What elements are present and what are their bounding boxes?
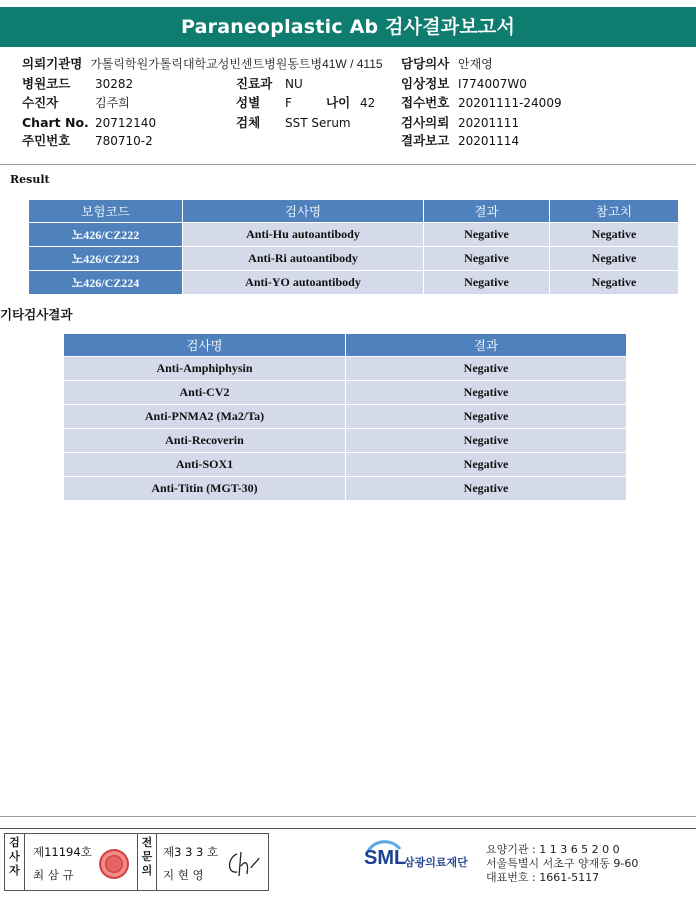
resident-no-value: 780710-2 bbox=[95, 134, 153, 148]
table-row bbox=[64, 453, 627, 477]
col-result: 결과 bbox=[346, 334, 627, 357]
result-value: Negative bbox=[346, 453, 627, 477]
other-results-label: 기타검사결과 bbox=[0, 307, 73, 322]
org-line: 요양기관 : 1 1 3 6 5 2 0 0 bbox=[486, 843, 620, 856]
footer-divider-top bbox=[0, 816, 696, 817]
inspector-title-char: 검 bbox=[9, 836, 20, 849]
reference-value: Negative bbox=[550, 271, 679, 295]
ward: 동트병41W / 4115 bbox=[287, 57, 383, 71]
table-row bbox=[29, 247, 679, 271]
table-row bbox=[29, 223, 679, 247]
result-value: Negative bbox=[346, 381, 627, 405]
request-date-value: 20201111 bbox=[458, 116, 520, 130]
clinical-info: 임상정보 bbox=[401, 76, 450, 91]
specimen-value: SST Serum bbox=[285, 116, 351, 130]
patient-name-value: 김주희 bbox=[95, 96, 130, 110]
header-divider bbox=[0, 164, 696, 165]
col-reference: 참고치 bbox=[550, 200, 679, 223]
other-results-table bbox=[63, 333, 627, 501]
inspector-title-char: 사 bbox=[9, 850, 20, 863]
sex-value: F bbox=[285, 96, 292, 110]
test-name: Anti-Hu autoantibody bbox=[183, 223, 424, 247]
report-date: 결과보고 bbox=[401, 133, 450, 148]
header-row-resident-no: 주민번호 bbox=[22, 133, 71, 148]
signature-box bbox=[4, 833, 269, 891]
table-row bbox=[64, 429, 627, 453]
insurance-code: 노426/CZ224 bbox=[29, 271, 183, 295]
result-value: Negative bbox=[346, 405, 627, 429]
result-value: Negative bbox=[424, 223, 550, 247]
inspector-name: 최 삼 규 bbox=[33, 868, 74, 882]
signature-icon bbox=[223, 848, 263, 880]
test-name: Anti-SOX1 bbox=[64, 453, 346, 477]
specialist-title-char: 전 bbox=[141, 836, 153, 849]
table-row bbox=[29, 271, 679, 295]
clinical-info-value: I774007W0 bbox=[458, 77, 527, 91]
reference-value: Negative bbox=[550, 247, 679, 271]
dept-value: NU bbox=[285, 77, 303, 91]
inspector-title-char: 자 bbox=[9, 864, 20, 877]
result-value: Negative bbox=[424, 271, 550, 295]
table-row bbox=[64, 381, 627, 405]
other-table-header bbox=[64, 334, 627, 357]
inspector-title bbox=[5, 834, 25, 890]
report-title: Paraneoplastic Ab 검사결과보고서 bbox=[0, 7, 696, 47]
specialist-title-char: 문 bbox=[141, 850, 153, 863]
col-test-name: 검사명 bbox=[183, 200, 424, 223]
test-name: Anti-Recoverin bbox=[64, 429, 346, 453]
test-name: Anti-Titin (MGT-30) bbox=[64, 477, 346, 501]
header-row-chart: Chart No. bbox=[22, 115, 89, 130]
company-logo bbox=[364, 837, 484, 883]
receipt-no-value: 20201111-24009 bbox=[458, 96, 562, 110]
org-line: 서울특별시 서초구 양재동 9-60 bbox=[486, 857, 639, 870]
specialist-title bbox=[137, 834, 157, 890]
table-row bbox=[64, 477, 627, 501]
header-row-patient: 수진자 bbox=[22, 95, 59, 110]
specimen: 검체 bbox=[236, 115, 261, 130]
test-name: Anti-CV2 bbox=[64, 381, 346, 405]
specialist-name: 지 현 영 bbox=[163, 868, 204, 882]
insurance-code: 노426/CZ222 bbox=[29, 223, 183, 247]
header-row-hospital-code: 병원코드 bbox=[22, 76, 71, 91]
specialist-title-char: 의 bbox=[141, 864, 153, 877]
inspector-seal bbox=[99, 849, 129, 879]
result-label: Result bbox=[10, 173, 50, 186]
org-line: 대표번호 : 1661-5117 bbox=[486, 871, 600, 884]
result-value: Negative bbox=[346, 429, 627, 453]
result-value: Negative bbox=[424, 247, 550, 271]
result-value: Negative bbox=[346, 357, 627, 381]
table-row bbox=[64, 405, 627, 429]
doctor-value: 안재영 bbox=[458, 57, 493, 71]
request-date: 검사의뢰 bbox=[401, 115, 450, 130]
logo-name: 삼광의료재단 bbox=[404, 856, 468, 869]
result-table bbox=[28, 199, 679, 295]
test-name: Anti-PNMA2 (Ma2/Ta) bbox=[64, 405, 346, 429]
test-name: Anti-Ri autoantibody bbox=[183, 247, 424, 271]
result-value: Negative bbox=[346, 477, 627, 501]
reference-value: Negative bbox=[550, 223, 679, 247]
age-value: 42 bbox=[360, 96, 376, 110]
sex: 성별 bbox=[236, 95, 261, 110]
col-insurance-code: 보험코드 bbox=[29, 200, 183, 223]
age: 나이 bbox=[326, 95, 351, 110]
header-row-institution: 의뢰기관명 가톨릭학원가톨릭대학교성빈센트병원동트병41W / 4115 bbox=[22, 56, 383, 71]
report-date-value: 20201114 bbox=[458, 134, 520, 148]
dept: 진료과 bbox=[236, 76, 273, 91]
footer bbox=[0, 827, 696, 897]
table-row bbox=[64, 357, 627, 381]
receipt-no: 접수번호 bbox=[401, 95, 450, 110]
specialist-no: 제3 3 3 호 bbox=[163, 845, 219, 859]
col-test-name: 검사명 bbox=[64, 334, 346, 357]
inspector-no: 제11194호 bbox=[33, 845, 92, 859]
col-result: 결과 bbox=[424, 200, 550, 223]
test-name: Anti-Amphiphysin bbox=[64, 357, 346, 381]
insurance-code: 노426/CZ223 bbox=[29, 247, 183, 271]
hospital-code-value: 30282 bbox=[95, 77, 134, 91]
test-name: Anti-YO autoantibody bbox=[183, 271, 424, 295]
chart-no-value: 20712140 bbox=[95, 116, 157, 130]
logo-mark: SML bbox=[364, 847, 407, 869]
doctor: 담당의사 bbox=[401, 56, 450, 71]
result-table-header bbox=[29, 200, 679, 223]
